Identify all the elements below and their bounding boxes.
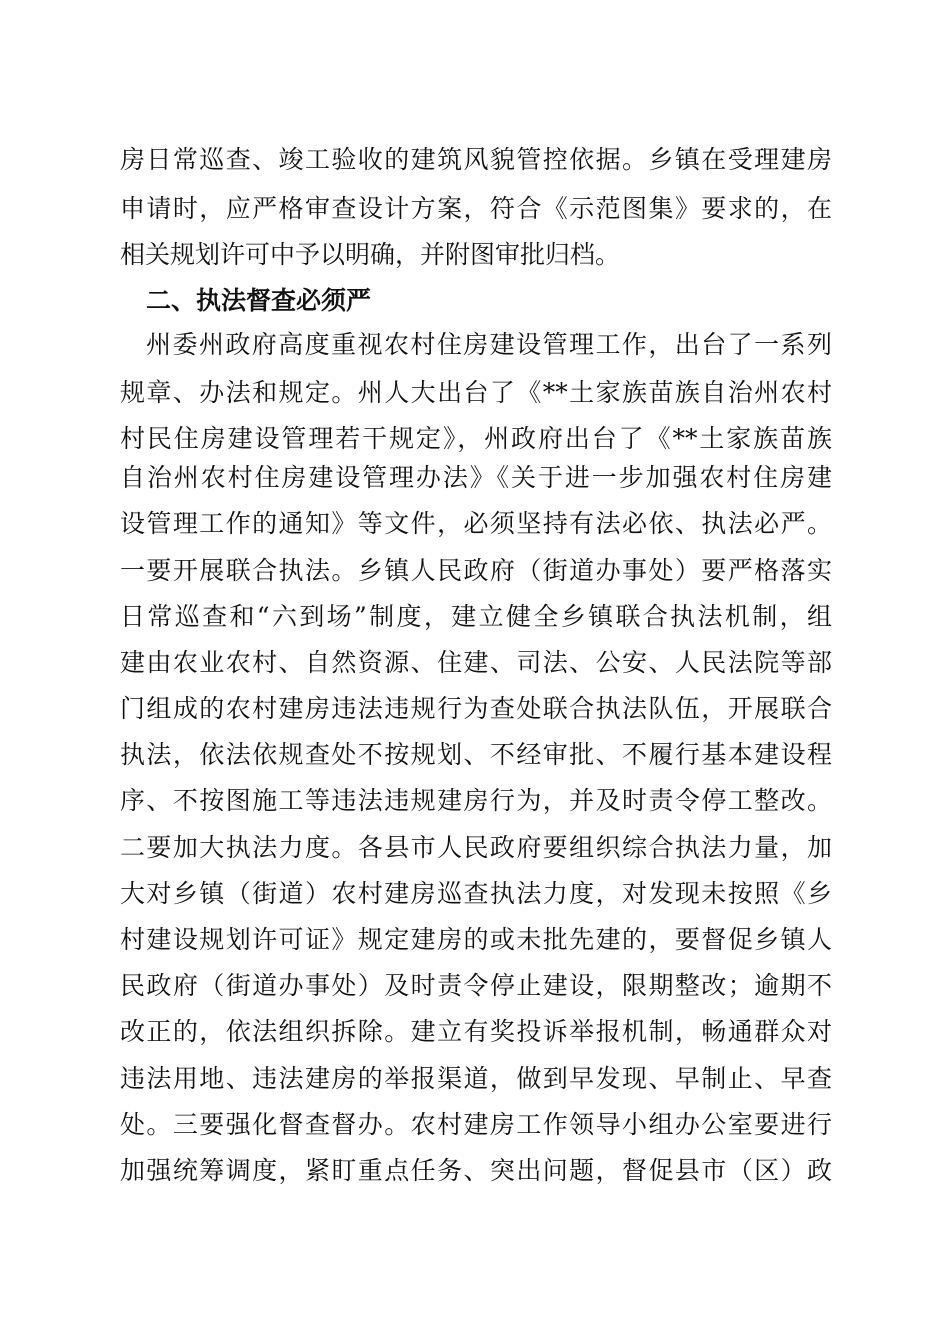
- paragraph-line: 自治州农村住房建设管理办法》《关于进一步加强农村住房建: [120, 463, 832, 492]
- intro-line: 房日常巡查、竣工验收的建筑风貌管控依据。乡镇在受理建房: [120, 145, 832, 174]
- paragraph-line: 日常巡查和“六到场”制度，建立健全乡镇联合执法机制，组: [120, 602, 832, 631]
- paragraph-line: 村建设规划许可证》规定建房的或未批先建的，要督促乡镇人: [120, 925, 832, 954]
- paragraph-line: 规章、办法和规定。州人大出台了《**土家族苗族自治州农村: [120, 378, 832, 407]
- paragraph-line: 违法用地、违法建房的举报渠道，做到早发现、早制止、早查: [120, 1064, 832, 1093]
- paragraph-line: 序、不按图施工等违法违规建房行为，并及时责令停工整改。: [120, 786, 832, 815]
- paragraph-line: 处。三要强化督查督办。农村建房工作领导小组办公室要进行: [120, 1110, 832, 1139]
- paragraph-line: 改正的，依法组织拆除。建立有奖投诉举报机制，畅通群众对: [120, 1017, 832, 1046]
- paragraph-line: 大对乡镇（街道）农村建房巡查执法力度，对发现未按照《乡: [120, 879, 832, 908]
- paragraph-line: 门组成的农村建房违法违规行为查处联合执法队伍，开展联合: [120, 694, 832, 723]
- paragraph-line: 加强统筹调度，紧盯重点任务、突出问题，督促县市（区）政: [120, 1156, 832, 1185]
- paragraph-line: 二要加大执法力度。各县市人民政府要组织综合执法力量，加: [120, 833, 832, 862]
- paragraph-line: 设管理工作的通知》等文件，必须坚持有法必依、执法必严。: [120, 509, 832, 538]
- intro-line: 申请时，应严格审查设计方案，符合《示范图集》要求的，在: [120, 194, 832, 223]
- paragraph-line: 一要开展联合执法。乡镇人民政府（街道办事处）要严格落实: [120, 556, 832, 585]
- section-heading: 二、执法督查必须严: [146, 286, 372, 315]
- paragraph-line: 州委州政府高度重视农村住房建设管理工作，出台了一系列: [146, 330, 832, 359]
- paragraph-line: 村民住房建设管理若干规定》，州政府出台了《**土家族苗族: [120, 424, 832, 453]
- paragraph-line: 民政府（街道办事处）及时责令停止建设，限期整改；逾期不: [120, 971, 832, 1000]
- paragraph-line: 执法，依法依规查处不按规划、不经审批、不履行基本建设程: [120, 740, 832, 769]
- paragraph-line: 建由农业农村、自然资源、住建、司法、公安、人民法院等部: [120, 648, 832, 677]
- intro-line: 相关规划许可中予以明确，并附图审批归档。: [120, 240, 621, 269]
